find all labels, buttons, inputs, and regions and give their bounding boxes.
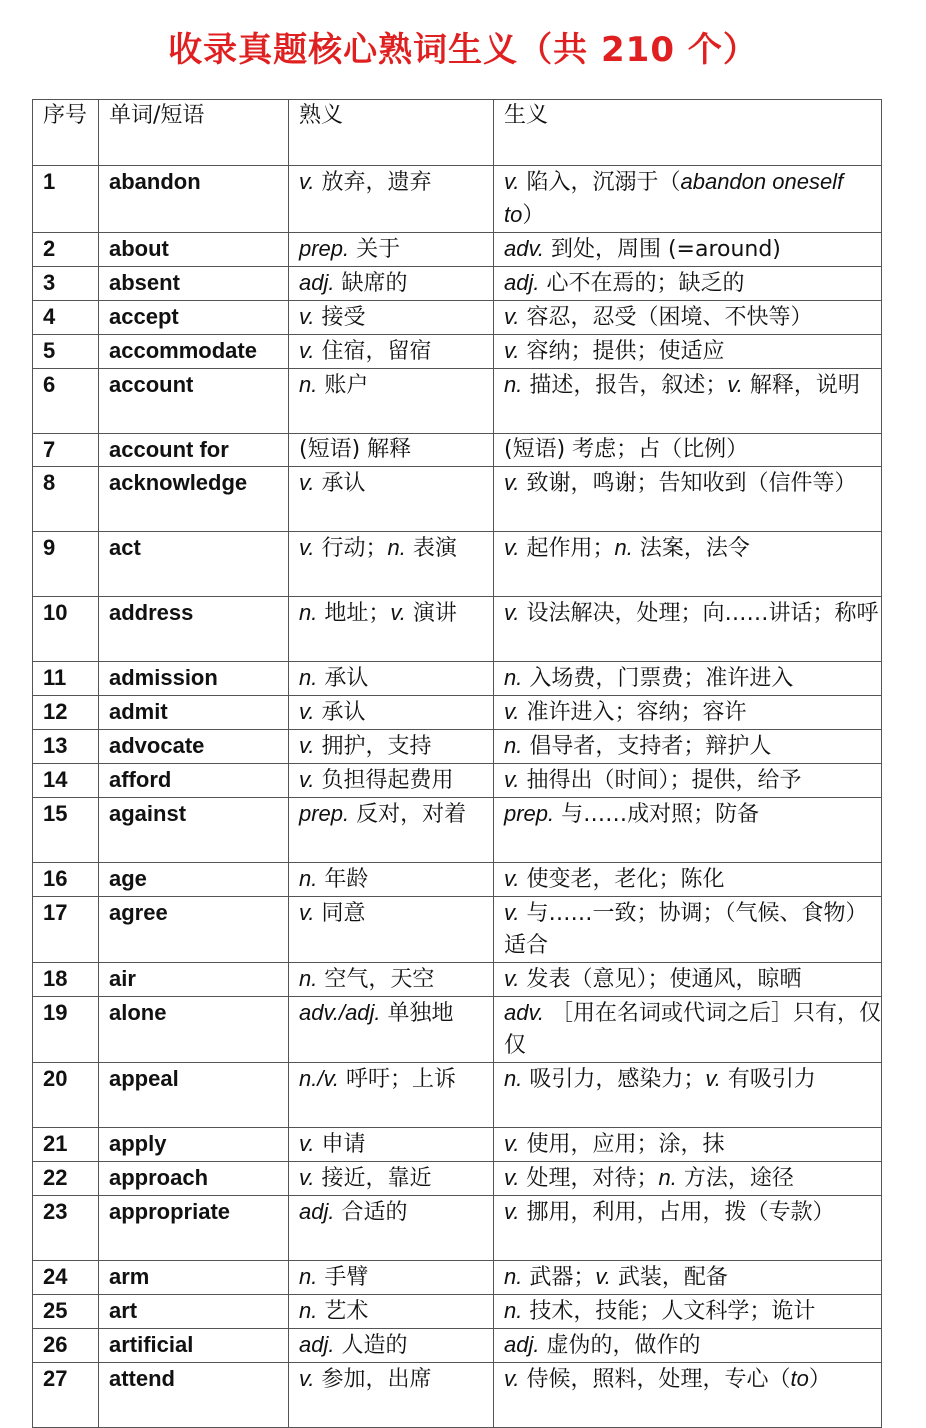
- row-word: admit: [99, 696, 289, 730]
- meaning-text: 承认: [314, 700, 366, 725]
- row-word: air: [99, 963, 289, 997]
- table-row: [33, 335, 882, 369]
- meaning-text: 致谢，鸣谢；告知收到（信件等）: [519, 471, 857, 496]
- row-familiar-meaning: [289, 301, 494, 335]
- meaning-text: 账户: [317, 373, 369, 398]
- meaning-text: 解释，说明: [742, 373, 860, 398]
- part-of-speech: v.: [504, 338, 520, 363]
- meaning-text: 抽得出（时间）；提供，给予: [519, 768, 802, 793]
- row-word: accept: [99, 301, 289, 335]
- part-of-speech: n.: [658, 1165, 677, 1190]
- meaning-text: 年龄: [317, 867, 369, 892]
- table-row: [33, 233, 882, 267]
- row-number: 13: [33, 730, 99, 764]
- part-of-speech: n.: [504, 1298, 523, 1323]
- meaning-text: 准许进入；容纳；容许: [519, 700, 747, 725]
- row-familiar-meaning: [289, 696, 494, 730]
- table-row: [33, 798, 882, 863]
- table-row: [33, 467, 882, 532]
- part-of-speech: v.: [504, 900, 520, 925]
- part-of-speech: n.: [299, 1298, 318, 1323]
- row-number: 27: [33, 1363, 99, 1428]
- meaning-text: 武器；: [522, 1265, 596, 1290]
- part-of-speech: n.: [299, 1264, 318, 1289]
- vocabulary-table: [32, 99, 882, 1428]
- row-number: 1: [33, 166, 99, 233]
- part-of-speech: prep.: [504, 801, 555, 826]
- meaning-text: 反对，对着: [349, 802, 467, 827]
- meaning-text: 入场费，门票费；准许进入: [522, 666, 794, 691]
- meaning-text: 使变老，老化；陈化: [519, 867, 725, 892]
- part-of-speech: v.: [727, 372, 743, 397]
- row-number: 15: [33, 798, 99, 863]
- part-of-speech: v.: [504, 1199, 520, 1224]
- row-new-meaning: [494, 696, 882, 730]
- row-word: act: [99, 532, 289, 597]
- row-new-meaning: [494, 1329, 882, 1363]
- meaning-text: 容纳；提供；使适应: [519, 339, 725, 364]
- row-number: 24: [33, 1261, 99, 1295]
- header-new-meaning: 生义: [494, 100, 882, 166]
- row-word: attend: [99, 1363, 289, 1428]
- row-new-meaning: [494, 532, 882, 597]
- table-row: [33, 963, 882, 997]
- part-of-speech: prep.: [299, 236, 350, 261]
- meaning-text: 起作用；: [519, 536, 615, 561]
- table-row: [33, 1162, 882, 1196]
- part-of-speech: v.: [595, 1264, 611, 1289]
- meaning-text: 方法，途径: [676, 1166, 794, 1191]
- table-row: [33, 597, 882, 662]
- table-row: [33, 369, 882, 434]
- meaning-text: 住宿，留宿: [314, 339, 432, 364]
- part-of-speech: v.: [299, 338, 315, 363]
- meaning-text: (短语) 考虑；占（比例）: [504, 437, 749, 462]
- row-familiar-meaning: [289, 1162, 494, 1196]
- row-new-meaning: [494, 897, 882, 963]
- table-row: [33, 1063, 882, 1128]
- part-of-speech: adv.: [504, 1000, 544, 1025]
- row-number: 12: [33, 696, 99, 730]
- row-number: 19: [33, 997, 99, 1063]
- table-row: [33, 301, 882, 335]
- meaning-text: 演讲: [405, 601, 457, 626]
- row-number: 20: [33, 1063, 99, 1128]
- meaning-text: ［用在名词或代词之后］只有，仅仅: [504, 1001, 881, 1058]
- row-familiar-meaning: [289, 434, 494, 467]
- meaning-text: 技术，技能；人文科学；诡计: [522, 1299, 816, 1324]
- row-word: appeal: [99, 1063, 289, 1128]
- row-number: 21: [33, 1128, 99, 1162]
- part-of-speech: adj.: [299, 1199, 335, 1224]
- part-of-speech: n.: [504, 733, 523, 758]
- part-of-speech: n.: [387, 535, 406, 560]
- table-row: [33, 863, 882, 897]
- part-of-speech: v.: [390, 600, 406, 625]
- row-number: 23: [33, 1196, 99, 1261]
- part-of-speech: adj.: [504, 1332, 540, 1357]
- meaning-text: 负担得起费用: [314, 768, 454, 793]
- part-of-speech: n.: [504, 1264, 523, 1289]
- meaning-text: 有吸引力: [720, 1067, 816, 1092]
- part-of-speech: n.: [299, 866, 318, 891]
- header-familiar-meaning: 熟义: [289, 100, 494, 166]
- meaning-text: 武装，配备: [610, 1265, 728, 1290]
- row-new-meaning: [494, 301, 882, 335]
- row-familiar-meaning: [289, 1196, 494, 1261]
- row-word: account: [99, 369, 289, 434]
- meaning-text: 参加，出席: [314, 1367, 432, 1392]
- row-word: alone: [99, 997, 289, 1063]
- part-of-speech: v.: [504, 304, 520, 329]
- meaning-text: 关于: [349, 237, 401, 262]
- row-new-meaning: [494, 1261, 882, 1295]
- part-of-speech: prep.: [299, 801, 350, 826]
- table-row: [33, 1261, 882, 1295]
- meaning-text: 放弃，遗弃: [314, 170, 432, 195]
- table-row: [33, 662, 882, 696]
- row-new-meaning: [494, 764, 882, 798]
- meaning-text: 承认: [317, 666, 369, 691]
- table-row: [33, 1128, 882, 1162]
- row-new-meaning: [494, 335, 882, 369]
- row-number: 9: [33, 532, 99, 597]
- part-of-speech: to: [790, 1366, 809, 1391]
- row-number: 6: [33, 369, 99, 434]
- row-new-meaning: [494, 166, 882, 233]
- row-familiar-meaning: [289, 369, 494, 434]
- table-row: [33, 1329, 882, 1363]
- meaning-text: 使用，应用；涂，抹: [519, 1132, 725, 1157]
- row-number: 17: [33, 897, 99, 963]
- meaning-text: 行动；: [314, 536, 388, 561]
- part-of-speech: abandon oneself to: [504, 169, 844, 227]
- part-of-speech: v.: [504, 169, 520, 194]
- row-familiar-meaning: [289, 1329, 494, 1363]
- row-familiar-meaning: [289, 798, 494, 863]
- row-familiar-meaning: [289, 764, 494, 798]
- row-new-meaning: [494, 863, 882, 897]
- row-word: approach: [99, 1162, 289, 1196]
- meaning-text: 承认: [314, 471, 366, 496]
- meaning-text: 人造的: [334, 1333, 408, 1358]
- row-familiar-meaning: [289, 997, 494, 1063]
- row-word: about: [99, 233, 289, 267]
- part-of-speech: v.: [504, 866, 520, 891]
- part-of-speech: v.: [299, 1165, 315, 1190]
- table-row: [33, 1196, 882, 1261]
- row-word: agree: [99, 897, 289, 963]
- table-body: [33, 166, 882, 1428]
- row-number: 7: [33, 434, 99, 467]
- row-word: art: [99, 1295, 289, 1329]
- part-of-speech: v.: [299, 733, 315, 758]
- table-row: [33, 696, 882, 730]
- row-new-meaning: [494, 997, 882, 1063]
- row-new-meaning: [494, 233, 882, 267]
- meaning-text: 申请: [314, 1132, 366, 1157]
- row-number: 2: [33, 233, 99, 267]
- part-of-speech: v.: [299, 900, 315, 925]
- row-number: 22: [33, 1162, 99, 1196]
- meaning-text: 与……成对照；防备: [554, 802, 760, 827]
- row-new-meaning: [494, 267, 882, 301]
- row-number: 5: [33, 335, 99, 369]
- part-of-speech: v.: [299, 767, 315, 792]
- row-number: 3: [33, 267, 99, 301]
- table-row: [33, 1295, 882, 1329]
- row-new-meaning: [494, 1363, 882, 1428]
- row-word: afford: [99, 764, 289, 798]
- table-row: [33, 730, 882, 764]
- part-of-speech: v.: [299, 1366, 315, 1391]
- row-familiar-meaning: [289, 897, 494, 963]
- part-of-speech: v.: [299, 1131, 315, 1156]
- part-of-speech: n./v.: [299, 1066, 339, 1091]
- meaning-text: 与……一致；协调；（气候、食物）适合: [504, 901, 868, 958]
- row-familiar-meaning: [289, 863, 494, 897]
- part-of-speech: v.: [299, 304, 315, 329]
- table-row: [33, 267, 882, 301]
- part-of-speech: v.: [504, 600, 520, 625]
- meaning-text: 接受: [314, 305, 366, 330]
- row-word: abandon: [99, 166, 289, 233]
- row-familiar-meaning: [289, 1295, 494, 1329]
- meaning-text: 同意: [314, 901, 366, 926]
- part-of-speech: v.: [299, 470, 315, 495]
- meaning-text: 拥护，支持: [314, 734, 432, 759]
- part-of-speech: v.: [504, 1131, 520, 1156]
- row-number: 8: [33, 467, 99, 532]
- table-row: [33, 166, 882, 233]
- part-of-speech: n.: [299, 966, 318, 991]
- row-word: artificial: [99, 1329, 289, 1363]
- row-new-meaning: [494, 597, 882, 662]
- table-row: [33, 897, 882, 963]
- row-word: apply: [99, 1128, 289, 1162]
- meaning-text: 陷入，沉溺于（: [519, 170, 681, 195]
- meaning-text: 手臂: [317, 1265, 369, 1290]
- row-familiar-meaning: [289, 662, 494, 696]
- part-of-speech: adj.: [299, 270, 335, 295]
- meaning-text: 心不在焉的；缺乏的: [539, 271, 745, 296]
- meaning-text: 设法解决，处理；向……讲话；称呼: [519, 601, 879, 626]
- row-familiar-meaning: [289, 1261, 494, 1295]
- row-number: 10: [33, 597, 99, 662]
- row-number: 14: [33, 764, 99, 798]
- meaning-text: 合适的: [334, 1200, 408, 1225]
- row-familiar-meaning: [289, 267, 494, 301]
- meaning-text: 艺术: [317, 1299, 369, 1324]
- row-word: absent: [99, 267, 289, 301]
- header-word: 单词/短语: [99, 100, 289, 166]
- row-familiar-meaning: [289, 597, 494, 662]
- row-word: against: [99, 798, 289, 863]
- table-row: [33, 764, 882, 798]
- row-new-meaning: [494, 1295, 882, 1329]
- meaning-text: 表演: [405, 536, 457, 561]
- row-familiar-meaning: [289, 1063, 494, 1128]
- part-of-speech: v.: [504, 767, 520, 792]
- part-of-speech: v.: [504, 1165, 520, 1190]
- row-number: 26: [33, 1329, 99, 1363]
- row-new-meaning: [494, 1162, 882, 1196]
- row-familiar-meaning: [289, 532, 494, 597]
- row-familiar-meaning: [289, 963, 494, 997]
- part-of-speech: n.: [614, 535, 633, 560]
- row-number: 11: [33, 662, 99, 696]
- meaning-text: ）: [808, 1367, 831, 1392]
- meaning-text: 挪用，利用，占用，拨（专款）: [519, 1200, 835, 1225]
- row-familiar-meaning: [289, 233, 494, 267]
- part-of-speech: v.: [504, 1366, 520, 1391]
- part-of-speech: adv.: [504, 236, 544, 261]
- meaning-text: 吸引力，感染力；: [522, 1067, 706, 1092]
- row-word: arm: [99, 1261, 289, 1295]
- row-word: appropriate: [99, 1196, 289, 1261]
- meaning-text: 发表（意见）；使通风，晾晒: [519, 967, 802, 992]
- row-word: advocate: [99, 730, 289, 764]
- header-num: 序号: [33, 100, 99, 166]
- part-of-speech: v.: [299, 699, 315, 724]
- meaning-text: 处理，对待；: [519, 1166, 659, 1191]
- part-of-speech: adj.: [299, 1332, 335, 1357]
- row-familiar-meaning: [289, 467, 494, 532]
- part-of-speech: n.: [504, 1066, 523, 1091]
- meaning-text: 倡导者，支持者；辩护人: [522, 734, 772, 759]
- part-of-speech: n.: [504, 372, 523, 397]
- row-number: 16: [33, 863, 99, 897]
- part-of-speech: v.: [705, 1066, 721, 1091]
- row-number: 25: [33, 1295, 99, 1329]
- row-new-meaning: [494, 467, 882, 532]
- table-header-row: [33, 100, 882, 166]
- row-new-meaning: [494, 662, 882, 696]
- table-row: [33, 434, 882, 467]
- row-new-meaning: [494, 369, 882, 434]
- row-word: age: [99, 863, 289, 897]
- page-title: 收录真题核心熟词生义（共 210 个）: [168, 30, 758, 70]
- row-new-meaning: [494, 730, 882, 764]
- meaning-text: 侍候，照料，处理，专心（: [519, 1367, 791, 1392]
- table-row: [33, 532, 882, 597]
- row-familiar-meaning: [289, 1363, 494, 1428]
- meaning-text: 呼吁；上诉: [338, 1067, 456, 1092]
- meaning-text: 单独地: [380, 1001, 454, 1026]
- row-new-meaning: [494, 1128, 882, 1162]
- row-familiar-meaning: [289, 166, 494, 233]
- meaning-text: 到处，周围 (=around): [543, 237, 781, 262]
- meaning-text: 空气，天空: [317, 967, 435, 992]
- row-new-meaning: [494, 1196, 882, 1261]
- meaning-text: 接近，靠近: [314, 1166, 432, 1191]
- part-of-speech: adj.: [504, 270, 540, 295]
- part-of-speech: n.: [299, 665, 318, 690]
- row-new-meaning: [494, 1063, 882, 1128]
- row-number: 18: [33, 963, 99, 997]
- meaning-text: 地址；: [317, 601, 391, 626]
- meaning-text: 法案，法令: [632, 536, 750, 561]
- meaning-text: ）: [522, 203, 545, 228]
- row-new-meaning: [494, 963, 882, 997]
- row-familiar-meaning: [289, 335, 494, 369]
- meaning-text: (短语) 解释: [299, 437, 412, 462]
- part-of-speech: v.: [504, 535, 520, 560]
- part-of-speech: v.: [504, 966, 520, 991]
- row-word: account for: [99, 434, 289, 467]
- part-of-speech: v.: [504, 699, 520, 724]
- meaning-text: 描述，报告，叙述；: [522, 373, 728, 398]
- row-word: accommodate: [99, 335, 289, 369]
- row-familiar-meaning: [289, 1128, 494, 1162]
- table-row: [33, 997, 882, 1063]
- row-new-meaning: [494, 798, 882, 863]
- row-word: admission: [99, 662, 289, 696]
- part-of-speech: adv./adj.: [299, 1000, 381, 1025]
- part-of-speech: v.: [504, 470, 520, 495]
- row-new-meaning: [494, 434, 882, 467]
- row-word: address: [99, 597, 289, 662]
- part-of-speech: n.: [299, 372, 318, 397]
- meaning-text: 缺席的: [334, 271, 408, 296]
- row-number: 4: [33, 301, 99, 335]
- part-of-speech: v.: [299, 535, 315, 560]
- meaning-text: 虚伪的，做作的: [539, 1333, 701, 1358]
- part-of-speech: v.: [299, 169, 315, 194]
- part-of-speech: n.: [299, 600, 318, 625]
- row-familiar-meaning: [289, 730, 494, 764]
- part-of-speech: n.: [504, 665, 523, 690]
- row-word: acknowledge: [99, 467, 289, 532]
- table-row: [33, 1363, 882, 1428]
- meaning-text: 容忍，忍受（困境、不快等）: [519, 305, 813, 330]
